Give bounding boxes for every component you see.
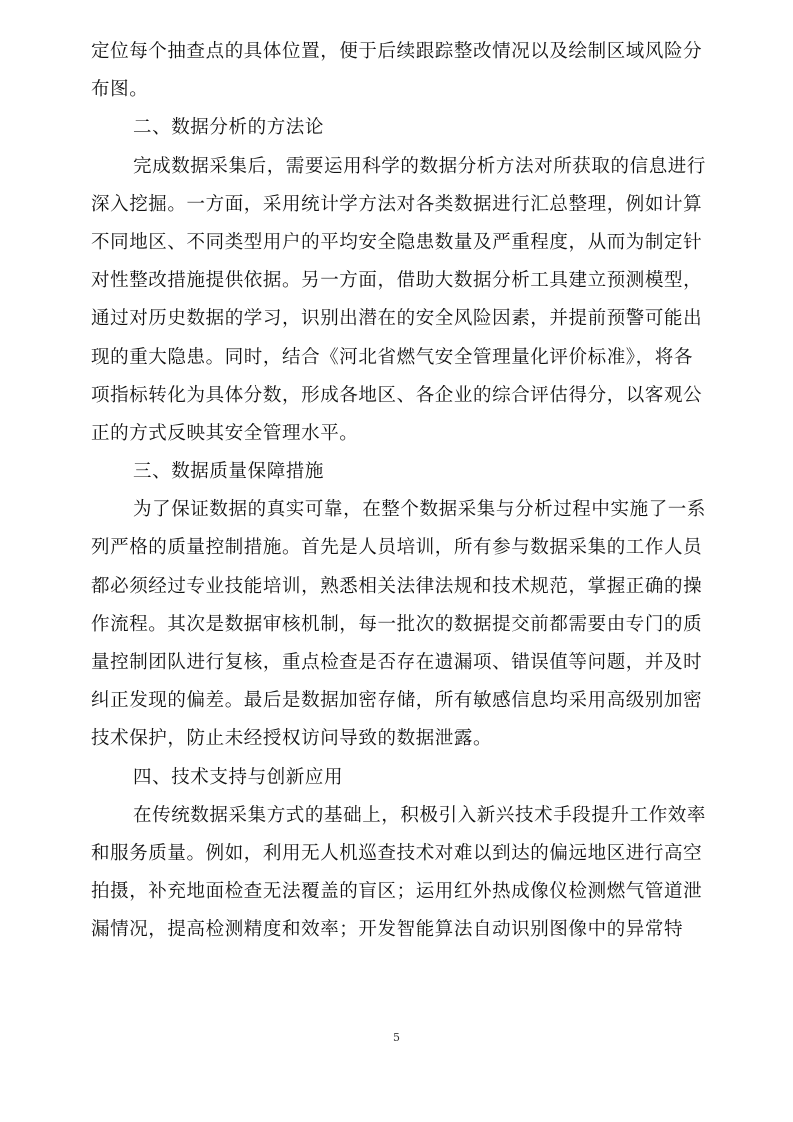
text-line: 为了保证数据的真实可靠，在整个数据采集与分析过程中实施了一系 <box>133 499 707 521</box>
text-line: 在传统数据采集方式的基础上，积极引入新兴技术手段提升工作效率 <box>133 804 707 826</box>
text-line: 对性整改措施提供依据。另一方面，借助大数据分析工具建立预测模型， <box>91 270 703 292</box>
text-line: 完成数据采集后，需要运用科学的数据分析方法对所获取的信息进行 <box>133 155 707 177</box>
text-line: 定位每个抽查点的具体位置，便于后续跟踪整改情况以及绘制区域风险分 <box>91 41 703 62</box>
text-line: 不同地区、不同类型用户的平均安全隐患数量及严重程度，从而为制定针 <box>91 231 703 253</box>
text-line: 纠正发现的偏差。最后是数据加密存储，所有敏感信息均采用高级别加密 <box>91 690 703 712</box>
text-line: 布图。 <box>91 79 149 101</box>
page-number: 5 <box>393 1031 400 1044</box>
text-line: 正的方式反映其安全管理水平。 <box>91 422 359 444</box>
text-line: 量控制团队进行复核，重点检查是否存在遗漏项、错误值等问题，并及时 <box>91 652 703 673</box>
text-line: 都必须经过专业技能培训，熟悉相关法律法规和技术规范，掌握正确的操 <box>91 575 703 597</box>
text-line: 现的重大隐患。同时，结合《河北省燃气安全管理量化评价标准》，将各 <box>91 346 693 368</box>
text-line: 拍摄，补充地面检查无法覆盖的盲区；运用红外热成像仪检测燃气管道泄 <box>91 881 703 903</box>
section-heading: 四、技术支持与创新应用 <box>133 766 344 788</box>
text-line: 项指标转化为具体分数，形成各地区、各企业的综合评估得分，以客观公 <box>91 384 703 406</box>
text-line: 深入挖掘。一方面，采用统计学方法对各类数据进行汇总整理，例如计算 <box>91 193 703 215</box>
body-text <box>91 33 707 950</box>
text-line: 作流程。其次是数据审核机制，每一批次的数据提交前都需要由专门的质 <box>91 613 703 635</box>
text-line: 和服务质量。例如，利用无人机巡查技术对难以到达的偏远地区进行高空 <box>91 842 703 864</box>
section-heading: 二、数据分析的方法论 <box>133 117 325 139</box>
text-line: 技术保护，防止未经授权访问导致的数据泄露。 <box>91 728 493 750</box>
section-heading: 三、数据质量保障措施 <box>133 461 325 483</box>
text-line: 漏情况，提高检测精度和效率；开发智能算法自动识别图像中的异常特 <box>91 919 684 941</box>
text-line: 列严格的质量控制措施。首先是人员培训，所有参与数据采集的工作人员 <box>91 537 703 559</box>
text-line: 通过对历史数据的学习，识别出潜在的安全风险因素，并提前预警可能出 <box>91 308 703 330</box>
